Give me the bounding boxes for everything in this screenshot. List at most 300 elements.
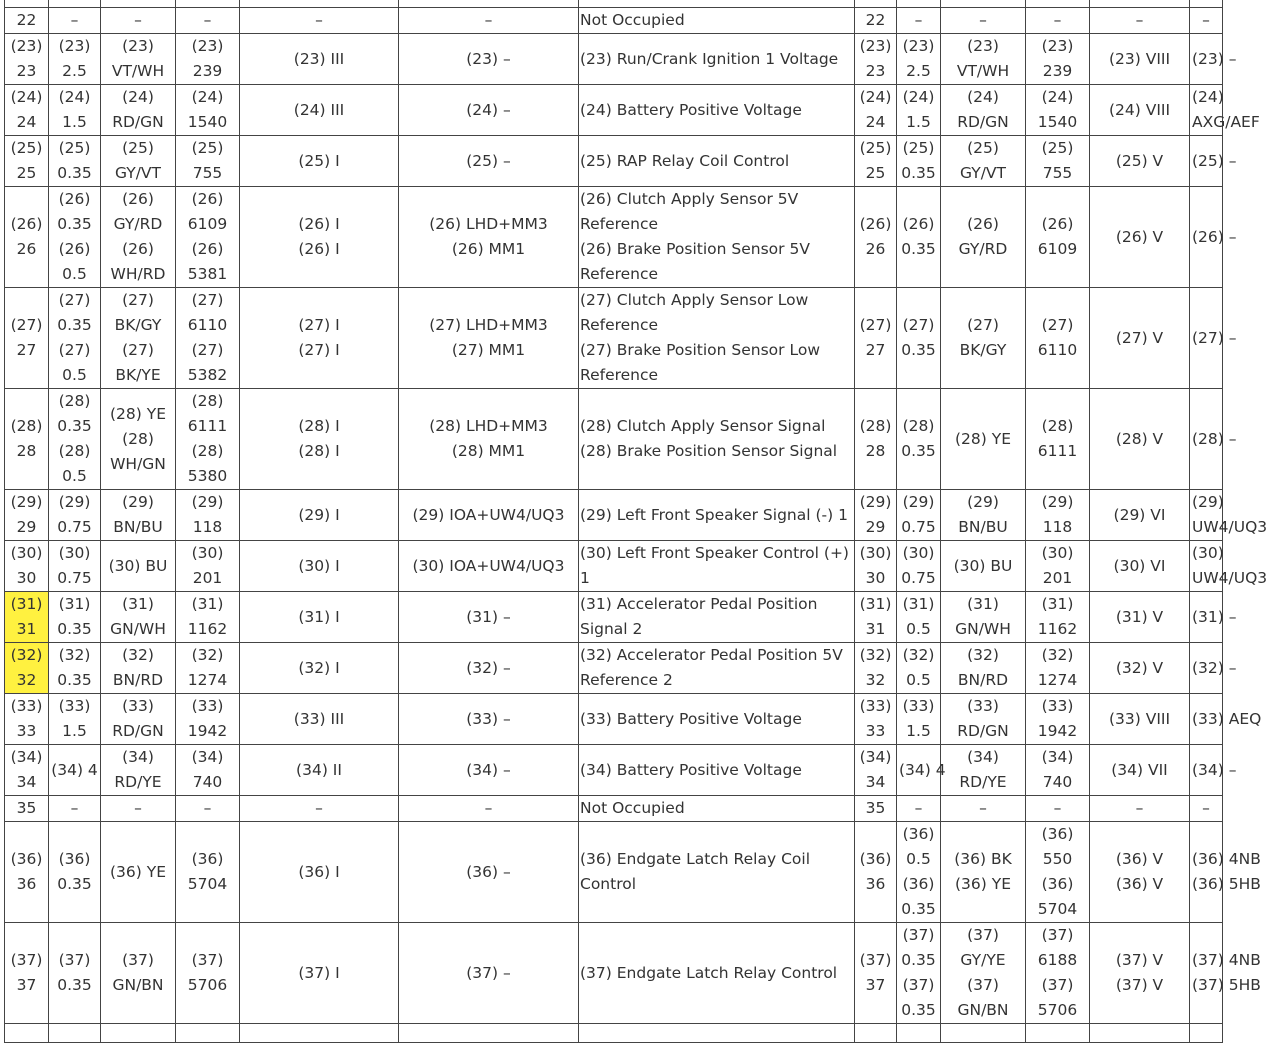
cell-line: (34) — [10, 748, 43, 766]
table-cell — [176, 923, 240, 1024]
table-cell — [5, 745, 49, 796]
table-cell — [1190, 136, 1237, 187]
table-cell — [1090, 187, 1190, 288]
cell-line: RD/GN — [957, 113, 1009, 131]
cell-line: VT/WH — [111, 62, 165, 80]
cell-line: Reference — [580, 215, 659, 233]
cell-line: – — [70, 799, 79, 817]
table-cell — [941, 694, 1026, 745]
cell-line: (30) — [58, 544, 91, 562]
table-cell — [1190, 288, 1237, 389]
cell-line: (30) VI — [1113, 556, 1166, 575]
cell-line: 30 — [16, 569, 37, 587]
cell-line: (25) – — [1192, 151, 1237, 170]
table-cell — [101, 745, 176, 796]
cell-line: 5704 — [187, 875, 228, 893]
table-cell — [1090, 0, 1190, 8]
cell-line: 23 — [16, 62, 37, 80]
cell-line: – — [1053, 11, 1062, 29]
table-cell — [1090, 389, 1190, 490]
cell-line: (26) — [191, 240, 224, 258]
cell-line: WH/RD — [110, 265, 166, 283]
description-cell — [579, 490, 855, 541]
cell-line: (32) — [191, 646, 224, 664]
cell-line: 0.75 — [901, 569, 936, 587]
table-cell — [1090, 136, 1190, 187]
table-cell — [5, 34, 49, 85]
cell-line: 25 — [16, 164, 37, 182]
table-cell — [399, 85, 579, 136]
cell-line: 32 — [16, 671, 37, 689]
cell-line: Signal 2 — [580, 620, 643, 638]
cell-line: 239 — [1042, 62, 1073, 80]
cell-line: (34) 4 — [51, 760, 98, 779]
table-cell — [897, 822, 941, 923]
cell-line: Reference — [580, 366, 659, 384]
cell-line: 1162 — [1037, 620, 1078, 638]
description-cell — [579, 796, 855, 822]
table-cell — [176, 745, 240, 796]
table-row — [5, 0, 1223, 8]
table-cell — [399, 745, 579, 796]
table-cell — [1026, 490, 1090, 541]
cell-line: (31) — [902, 595, 935, 613]
cell-line: 1942 — [187, 722, 228, 740]
table-cell — [176, 288, 240, 389]
cell-line: (25) — [902, 139, 935, 157]
cell-line: (31) — [967, 595, 999, 613]
table-cell — [176, 8, 240, 34]
table-cell — [1190, 822, 1261, 923]
table-cell — [897, 643, 941, 694]
cell-line: – — [70, 11, 79, 29]
cell-line: (24) VIII — [1108, 100, 1171, 119]
table-cell — [941, 822, 1026, 923]
table-row — [5, 1024, 1223, 1043]
cell-line: 0.5 — [62, 366, 87, 384]
cell-line: (29) — [1041, 493, 1074, 511]
cell-line: 550 — [1042, 850, 1073, 868]
cell-line: 27 — [16, 341, 37, 359]
cell-line: (28) — [1041, 417, 1074, 435]
cell-line: (36) — [902, 875, 935, 893]
cell-line: 0.35 — [57, 164, 92, 182]
cell-line: 1.5 — [62, 113, 87, 131]
cell-line: (28) — [191, 392, 224, 410]
cell-line: (26) — [58, 240, 91, 258]
cell-line: 1162 — [187, 620, 228, 638]
cell-line: 0.35 — [57, 620, 92, 638]
description-cell — [579, 0, 855, 8]
table-cell — [897, 923, 941, 1024]
table-cell — [49, 0, 101, 8]
table-cell — [855, 541, 897, 592]
table-row — [5, 796, 1223, 822]
cell-line: (33) — [967, 697, 999, 715]
cell-line: (27) Clutch Apply Sensor Low — [580, 291, 809, 309]
table-cell — [101, 592, 176, 643]
cell-line: (36) BK — [954, 850, 1012, 868]
cell-line: (26) — [967, 215, 999, 233]
cell-line: RD/YE — [114, 773, 162, 791]
cell-line: (37) — [1041, 926, 1074, 944]
table-cell — [941, 136, 1026, 187]
table-cell — [941, 541, 1026, 592]
cell-line: 26 — [16, 240, 37, 258]
description-cell — [579, 745, 855, 796]
cell-line: BN/RD — [957, 671, 1009, 689]
cell-line: 37 — [865, 976, 886, 994]
cell-line: BK/GY — [114, 316, 162, 334]
cell-line: Control — [580, 875, 637, 893]
cell-line: (25) — [967, 139, 999, 157]
table-cell — [101, 85, 176, 136]
table-row — [5, 923, 1223, 1024]
table-cell — [5, 85, 49, 136]
table-cell — [897, 694, 941, 745]
table-cell — [5, 136, 49, 187]
cell-line: (30) — [10, 544, 43, 562]
table-cell — [941, 643, 1026, 694]
cell-line: (26) MM1 — [451, 240, 526, 258]
cell-line: UW4/UQ3 — [1192, 569, 1267, 587]
table-cell — [1090, 34, 1190, 85]
cell-line: (36) — [1041, 875, 1074, 893]
table-cell — [1190, 1024, 1223, 1043]
table-cell — [1026, 694, 1090, 745]
table-cell — [1190, 8, 1223, 34]
cell-line: GY/YE — [960, 951, 1006, 969]
cell-line: (36) 4NB — [1192, 850, 1261, 868]
cell-line: 0.35 — [57, 316, 92, 334]
cell-line: 1.5 — [62, 722, 87, 740]
table-cell — [1090, 85, 1190, 136]
cell-line: (26) Brake Position Sensor 5V — [580, 240, 810, 258]
table-row — [5, 592, 1223, 643]
table-cell — [855, 490, 897, 541]
cell-line: RD/GN — [112, 722, 164, 740]
cell-line: (34) – — [1192, 760, 1237, 779]
cell-line: 0.35 — [57, 215, 92, 233]
table-cell — [897, 136, 941, 187]
cell-line: RD/YE — [959, 773, 1007, 791]
table-cell — [49, 923, 101, 1024]
cell-line: (26) — [10, 215, 43, 233]
table-cell — [101, 822, 176, 923]
table-cell — [101, 288, 176, 389]
table-cell — [941, 592, 1026, 643]
table-cell — [49, 796, 101, 822]
cell-line: 29 — [16, 518, 37, 536]
cell-line: (30) BU — [108, 556, 168, 575]
cell-line: 0.35 — [57, 976, 92, 994]
cell-line: (33) AEQ — [1192, 709, 1262, 728]
cell-line: (27) — [10, 316, 43, 334]
cell-line: (23) – — [1192, 49, 1237, 68]
cell-line: (32) — [122, 646, 154, 664]
cell-line: (23) — [122, 37, 154, 55]
table-cell — [1190, 389, 1237, 490]
cell-line: (28) LHD+MM3 — [429, 417, 548, 435]
table-row — [5, 694, 1223, 745]
cell-line: (31) — [859, 595, 892, 613]
cell-line: GN/WH — [955, 620, 1011, 638]
table-cell — [855, 1024, 897, 1043]
table-cell — [855, 796, 897, 822]
table-row — [5, 187, 1223, 288]
table-cell — [399, 389, 579, 490]
table-cell — [1026, 1024, 1090, 1043]
cell-line: (32) — [1041, 646, 1074, 664]
cell-line: (25) — [122, 139, 154, 157]
table-cell — [1090, 796, 1190, 822]
cell-line: – — [1053, 799, 1062, 817]
cell-line: GY/RD — [958, 240, 1008, 258]
cell-line: (37) 5HB — [1192, 976, 1261, 994]
table-cell — [897, 8, 941, 34]
cell-line: (25) – — [466, 151, 511, 170]
cell-line: (30) — [1192, 544, 1224, 562]
table-cell — [1190, 745, 1237, 796]
cell-line: (27) – — [1192, 328, 1237, 347]
table-cell — [49, 85, 101, 136]
table-cell — [1026, 796, 1090, 822]
cell-line: (29) VI — [1113, 505, 1166, 524]
cell-line: (28) — [902, 417, 935, 435]
cell-line: – — [1135, 799, 1144, 817]
table-cell — [941, 923, 1026, 1024]
cell-line: (33) — [859, 697, 892, 715]
cell-line: (32) — [10, 646, 43, 664]
cell-line: GY/VT — [114, 164, 161, 182]
table-cell — [176, 34, 240, 85]
table-cell — [1190, 694, 1262, 745]
cell-line: (23) — [10, 37, 43, 55]
table-cell — [1190, 0, 1223, 8]
cell-line: (28) — [58, 442, 91, 460]
cell-line: 5380 — [187, 467, 228, 485]
cell-line: (23) III — [293, 49, 345, 68]
cell-line: 24 — [16, 113, 37, 131]
cell-line: GN/BN — [957, 1001, 1009, 1019]
table-row — [5, 745, 1223, 796]
cell-line: 0.35 — [901, 240, 936, 258]
table-cell — [1190, 643, 1237, 694]
cell-line: (34) — [1041, 748, 1074, 766]
cell-line: 1274 — [1037, 671, 1078, 689]
table-cell — [1026, 389, 1090, 490]
table-cell — [1190, 490, 1267, 541]
cell-line: (28) — [122, 429, 154, 448]
cell-line: 1.5 — [906, 722, 931, 740]
cell-line: 36 — [865, 875, 886, 893]
table-cell — [1026, 34, 1090, 85]
description-cell — [579, 694, 855, 745]
cell-line: 37 — [16, 976, 37, 994]
table-cell — [101, 1024, 176, 1043]
cell-line: 740 — [192, 773, 223, 791]
table-cell — [1090, 541, 1190, 592]
cell-line: (24) Battery Positive Voltage — [580, 100, 802, 119]
table-cell — [49, 389, 101, 490]
cell-line: (37) — [1041, 976, 1074, 994]
cell-line: (23) — [902, 37, 935, 55]
cell-line: (26) – — [1192, 227, 1237, 246]
table-cell — [399, 541, 579, 592]
cell-line: Reference — [580, 265, 659, 283]
pinout-table-body — [5, 0, 1267, 1043]
cell-line: 1942 — [1037, 722, 1078, 740]
cell-line: 22 — [16, 11, 37, 29]
cell-line: (27) MM1 — [451, 341, 526, 359]
table-cell — [399, 1024, 579, 1043]
table-row — [5, 541, 1223, 592]
table-cell — [1090, 745, 1190, 796]
cell-line: VT/WH — [956, 62, 1010, 80]
cell-line: (28) YE — [109, 404, 166, 423]
cell-line: (29) — [902, 493, 935, 511]
cell-line: UW4/UQ3 — [1192, 518, 1267, 536]
table-cell — [49, 1024, 101, 1043]
table-cell — [49, 187, 101, 288]
table-cell — [101, 136, 176, 187]
cell-line: (25) — [191, 139, 224, 157]
cell-line: BK/GY — [959, 341, 1007, 359]
cell-line: 201 — [192, 569, 223, 587]
cell-line: (31) – — [1192, 607, 1237, 626]
cell-line: – — [134, 11, 142, 29]
table-cell — [1190, 187, 1237, 288]
cell-line: (36) — [10, 850, 43, 868]
cell-line: (31) — [1041, 595, 1074, 613]
cell-line: (25) V — [1115, 151, 1164, 170]
table-cell — [1090, 694, 1190, 745]
cell-line: (30) Left Front Speaker Control (+) — [580, 544, 849, 562]
cell-line: – — [134, 799, 142, 817]
table-cell — [897, 541, 941, 592]
cell-line: (32) — [58, 646, 91, 664]
table-cell — [5, 541, 49, 592]
table-cell — [176, 490, 240, 541]
table-cell — [941, 389, 1026, 490]
cell-line: (28) Brake Position Sensor Signal — [580, 442, 838, 460]
cell-line: (32) I — [298, 658, 340, 677]
table-cell — [897, 85, 941, 136]
cell-line: 22 — [865, 11, 886, 29]
table-cell — [855, 187, 897, 288]
cell-line: 1274 — [187, 671, 228, 689]
cell-line: (26) V — [1115, 227, 1164, 246]
cell-line: (29) — [58, 493, 91, 511]
cell-line: (27) — [122, 291, 154, 309]
cell-line: (31) — [191, 595, 224, 613]
table-cell — [5, 643, 49, 694]
table-cell — [399, 796, 579, 822]
table-cell — [1026, 8, 1090, 34]
cell-line: (32) V — [1115, 658, 1164, 677]
table-cell — [5, 796, 49, 822]
table-cell — [49, 541, 101, 592]
table-cell — [240, 136, 399, 187]
cell-line: 0.35 — [901, 164, 936, 182]
cell-line: (27) Brake Position Sensor Low — [580, 341, 820, 359]
cell-line: – — [203, 11, 212, 29]
cell-line: 0.35 — [57, 671, 92, 689]
cell-line: (31) Accelerator Pedal Position — [580, 595, 818, 613]
description-cell — [579, 592, 855, 643]
table-cell — [897, 796, 941, 822]
cell-line: (33) Battery Positive Voltage — [580, 709, 802, 728]
table-cell — [49, 490, 101, 541]
cell-line: (27) — [122, 341, 154, 359]
cell-line: 0.35 — [901, 1001, 936, 1019]
table-cell — [1026, 0, 1090, 8]
table-cell — [897, 0, 941, 8]
table-row — [5, 643, 1223, 694]
table-cell — [941, 0, 1026, 8]
cell-line: 23 — [865, 62, 886, 80]
cell-line: (33) — [191, 697, 224, 715]
table-cell — [240, 745, 399, 796]
table-cell — [399, 592, 579, 643]
table-cell — [855, 8, 897, 34]
cell-line: 0.5 — [62, 467, 87, 485]
cell-line: (29) — [122, 493, 154, 511]
cell-line: (33) – — [466, 709, 511, 728]
cell-line: (27) I — [298, 341, 340, 359]
table-cell — [101, 923, 176, 1024]
cell-line: 5706 — [187, 976, 228, 994]
table-row — [5, 136, 1223, 187]
cell-line: (37) — [967, 926, 999, 944]
cell-line: (37) V — [1115, 976, 1164, 994]
cell-line: (23) — [58, 37, 91, 55]
table-cell — [1190, 592, 1237, 643]
cell-line: 0.35 — [901, 341, 936, 359]
table-cell — [240, 187, 399, 288]
table-cell — [101, 389, 176, 490]
cell-line: (36) V — [1115, 875, 1164, 893]
cell-line: (26) — [122, 190, 154, 208]
cell-line: (24) — [967, 88, 999, 106]
cell-line: GY/VT — [959, 164, 1006, 182]
table-cell — [1090, 490, 1190, 541]
cell-line: (23) VIII — [1108, 49, 1171, 68]
cell-line: 755 — [1042, 164, 1073, 182]
cell-line: 25 — [865, 164, 886, 182]
cell-line: (33) — [902, 697, 935, 715]
cell-line: 31 — [865, 620, 886, 638]
cell-line: (37) — [902, 976, 935, 994]
cell-line: 6110 — [187, 316, 228, 334]
cell-line: 0.35 — [57, 417, 92, 435]
table-cell — [1090, 822, 1190, 923]
cell-line: (30) — [191, 544, 224, 562]
cell-line: RD/GN — [112, 113, 164, 131]
cell-line: Not Occupied — [580, 11, 685, 29]
cell-line: (27) — [191, 341, 224, 359]
cell-line: (25) — [859, 139, 892, 157]
cell-line: 32 — [865, 671, 886, 689]
cell-line: – — [315, 799, 323, 817]
cell-line: (23) Run/Crank Ignition 1 Voltage — [580, 49, 839, 68]
cell-line: (36) — [1041, 825, 1074, 843]
cell-line: (24) — [859, 88, 892, 106]
cell-line: (30) — [1041, 544, 1074, 562]
connector-pinout-table — [4, 0, 1267, 1043]
cell-line: Reference 2 — [580, 671, 673, 689]
cell-line: (27) — [967, 316, 999, 334]
